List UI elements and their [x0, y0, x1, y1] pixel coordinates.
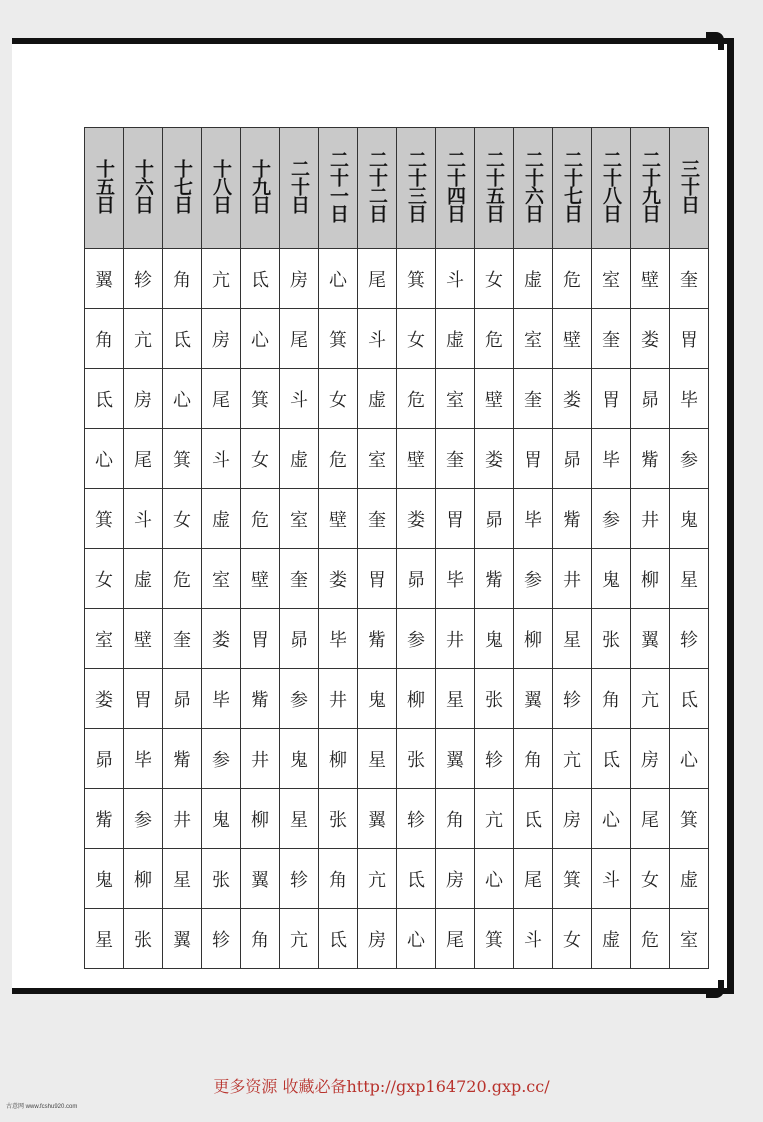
table-cell: 觜 [163, 729, 202, 789]
table-cell: 奎 [163, 609, 202, 669]
table-cell: 昴 [85, 729, 124, 789]
table-cell: 娄 [553, 369, 592, 429]
table-cell: 毕 [436, 549, 475, 609]
table-cell: 翼 [85, 249, 124, 309]
table-cell: 毕 [319, 609, 358, 669]
table-cell: 女 [631, 849, 670, 909]
table-cell: 壁 [397, 429, 436, 489]
column-header [397, 128, 436, 249]
column-header-label: 二十三日 [405, 150, 427, 222]
table-cell: 张 [592, 609, 631, 669]
table-row [85, 609, 709, 669]
table-cell: 虚 [202, 489, 241, 549]
table-cell: 虚 [358, 369, 397, 429]
table-cell: 昴 [397, 549, 436, 609]
column-header [163, 128, 202, 249]
column-header-label: 二十九日 [639, 150, 661, 222]
table-cell: 室 [202, 549, 241, 609]
table-cell: 娄 [397, 489, 436, 549]
table-cell: 危 [163, 549, 202, 609]
table-cell: 毕 [670, 369, 709, 429]
table-cell: 角 [319, 849, 358, 909]
table-cell: 氐 [514, 789, 553, 849]
table-cell: 昴 [475, 489, 514, 549]
table-cell: 柳 [241, 789, 280, 849]
table-cell: 氐 [670, 669, 709, 729]
table-cell: 房 [124, 369, 163, 429]
table-cell: 角 [592, 669, 631, 729]
header-row [85, 128, 709, 249]
table-cell: 柳 [319, 729, 358, 789]
table-cell: 柳 [631, 549, 670, 609]
table-cell: 心 [163, 369, 202, 429]
table-cell: 角 [85, 309, 124, 369]
table-cell: 危 [397, 369, 436, 429]
frame-corner-bottom [706, 980, 724, 998]
table-cell: 氐 [241, 249, 280, 309]
column-header-label: 十九日 [249, 159, 271, 213]
table-cell: 觜 [553, 489, 592, 549]
table-cell: 尾 [358, 249, 397, 309]
table-cell: 鬼 [475, 609, 514, 669]
column-header-label: 十六日 [132, 159, 154, 213]
table-cell: 亢 [631, 669, 670, 729]
table-cell: 尾 [124, 429, 163, 489]
table-cell: 张 [319, 789, 358, 849]
table-cell: 尾 [514, 849, 553, 909]
table-cell: 女 [475, 249, 514, 309]
column-header-label: 二十四日 [444, 150, 466, 222]
column-header-label: 二十日 [288, 159, 310, 213]
table-cell: 危 [241, 489, 280, 549]
column-header [514, 128, 553, 249]
table-cell: 壁 [241, 549, 280, 609]
table-row [85, 789, 709, 849]
table-cell: 虚 [280, 429, 319, 489]
table-cell: 壁 [553, 309, 592, 369]
table-cell: 柳 [124, 849, 163, 909]
table-cell: 亢 [124, 309, 163, 369]
table-cell: 危 [475, 309, 514, 369]
table-cell: 张 [202, 849, 241, 909]
table-cell: 娄 [319, 549, 358, 609]
table-cell: 女 [85, 549, 124, 609]
column-header-label: 十五日 [93, 159, 115, 213]
table-cell: 室 [670, 909, 709, 969]
column-header [475, 128, 514, 249]
table-cell: 角 [163, 249, 202, 309]
table-cell: 胃 [358, 549, 397, 609]
column-header [280, 128, 319, 249]
table-cell: 参 [124, 789, 163, 849]
table-cell: 翼 [163, 909, 202, 969]
table-cell: 娄 [202, 609, 241, 669]
table-cell: 胃 [670, 309, 709, 369]
table-cell: 壁 [319, 489, 358, 549]
table-cell: 轸 [553, 669, 592, 729]
table-cell: 觜 [358, 609, 397, 669]
table-cell: 尾 [436, 909, 475, 969]
table-cell: 室 [358, 429, 397, 489]
table-cell: 心 [475, 849, 514, 909]
table-cell: 井 [631, 489, 670, 549]
table-cell: 亢 [475, 789, 514, 849]
table-cell: 虚 [514, 249, 553, 309]
table-cell: 室 [280, 489, 319, 549]
table-cell: 氐 [163, 309, 202, 369]
table-cell: 昴 [631, 369, 670, 429]
column-header-label: 十七日 [171, 159, 193, 213]
table-row [85, 489, 709, 549]
table-cell: 鬼 [592, 549, 631, 609]
column-header [592, 128, 631, 249]
table-cell: 胃 [241, 609, 280, 669]
table-cell: 女 [319, 369, 358, 429]
table-cell: 壁 [124, 609, 163, 669]
table-cell: 危 [319, 429, 358, 489]
table-cell: 房 [358, 909, 397, 969]
table-cell: 箕 [241, 369, 280, 429]
column-header-label: 二十八日 [600, 150, 622, 222]
table-cell: 胃 [436, 489, 475, 549]
table-cell: 房 [631, 729, 670, 789]
table-cell: 翼 [514, 669, 553, 729]
table-row [85, 729, 709, 789]
table-row [85, 369, 709, 429]
table-cell: 鬼 [85, 849, 124, 909]
table-row [85, 549, 709, 609]
table-cell: 氐 [85, 369, 124, 429]
table-cell: 翼 [241, 849, 280, 909]
table-cell: 房 [553, 789, 592, 849]
table-cell: 鬼 [202, 789, 241, 849]
table-cell: 毕 [124, 729, 163, 789]
table-cell: 心 [241, 309, 280, 369]
table-cell: 箕 [85, 489, 124, 549]
table-cell: 室 [436, 369, 475, 429]
column-header-label: 二十七日 [561, 150, 583, 222]
table-cell: 翼 [436, 729, 475, 789]
table-cell: 胃 [124, 669, 163, 729]
table-cell: 斗 [592, 849, 631, 909]
table-cell: 尾 [280, 309, 319, 369]
table-cell: 奎 [436, 429, 475, 489]
table-cell: 星 [358, 729, 397, 789]
column-header [358, 128, 397, 249]
table-cell: 斗 [280, 369, 319, 429]
column-header-label: 二十六日 [522, 150, 544, 222]
table-cell: 室 [514, 309, 553, 369]
table-cell: 壁 [631, 249, 670, 309]
table-cell: 娄 [631, 309, 670, 369]
table-cell: 毕 [592, 429, 631, 489]
table-cell: 氐 [397, 849, 436, 909]
column-header [85, 128, 124, 249]
table-cell: 箕 [670, 789, 709, 849]
table-cell: 井 [163, 789, 202, 849]
table-cell: 参 [514, 549, 553, 609]
table-cell: 胃 [514, 429, 553, 489]
column-header-label: 二十一日 [327, 150, 349, 222]
table-cell: 角 [436, 789, 475, 849]
column-header [241, 128, 280, 249]
table-cell: 心 [319, 249, 358, 309]
table-cell: 女 [397, 309, 436, 369]
table-cell: 星 [553, 609, 592, 669]
table-cell: 亢 [280, 909, 319, 969]
table-cell: 井 [319, 669, 358, 729]
table-row [85, 669, 709, 729]
table-cell: 鬼 [280, 729, 319, 789]
table-cell: 亢 [202, 249, 241, 309]
column-header-label: 二十二日 [366, 150, 388, 222]
table-cell: 尾 [202, 369, 241, 429]
table-cell: 氐 [592, 729, 631, 789]
table-cell: 星 [280, 789, 319, 849]
table-cell: 星 [670, 549, 709, 609]
lunar-mansion-table [84, 127, 709, 969]
column-header [553, 128, 592, 249]
column-header-label: 三十日 [678, 159, 700, 213]
table-cell: 房 [436, 849, 475, 909]
table-cell: 心 [85, 429, 124, 489]
table-cell: 轸 [397, 789, 436, 849]
table-cell: 斗 [202, 429, 241, 489]
table-cell: 张 [397, 729, 436, 789]
table-cell: 鬼 [358, 669, 397, 729]
table-cell: 斗 [514, 909, 553, 969]
table-cell: 参 [397, 609, 436, 669]
table-cell: 女 [241, 429, 280, 489]
table-cell: 亢 [553, 729, 592, 789]
table-row [85, 429, 709, 489]
table-cell: 翼 [631, 609, 670, 669]
table-cell: 奎 [670, 249, 709, 309]
column-header-label: 二十五日 [483, 150, 505, 222]
table-cell: 觜 [475, 549, 514, 609]
table-cell: 室 [85, 609, 124, 669]
table-cell: 昴 [163, 669, 202, 729]
table-cell: 娄 [85, 669, 124, 729]
table-cell: 轸 [280, 849, 319, 909]
table-cell: 斗 [358, 309, 397, 369]
table-cell: 张 [124, 909, 163, 969]
table-cell: 角 [514, 729, 553, 789]
table-cell: 柳 [514, 609, 553, 669]
table-cell: 危 [553, 249, 592, 309]
table-cell: 井 [553, 549, 592, 609]
table-cell: 奎 [358, 489, 397, 549]
table-cell: 觜 [241, 669, 280, 729]
table-cell: 室 [592, 249, 631, 309]
table-cell: 壁 [475, 369, 514, 429]
table-cell: 心 [592, 789, 631, 849]
table-cell: 奎 [514, 369, 553, 429]
column-header [670, 128, 709, 249]
table-cell: 轸 [670, 609, 709, 669]
table-cell: 觜 [85, 789, 124, 849]
table-cell: 斗 [436, 249, 475, 309]
column-header-label: 十八日 [210, 159, 232, 213]
table-cell: 觜 [631, 429, 670, 489]
table-cell: 星 [85, 909, 124, 969]
column-header [319, 128, 358, 249]
table-cell: 轸 [124, 249, 163, 309]
table-cell: 胃 [592, 369, 631, 429]
column-header [202, 128, 241, 249]
table-cell: 参 [280, 669, 319, 729]
table-cell: 昴 [280, 609, 319, 669]
table-cell: 轸 [202, 909, 241, 969]
table-cell: 箕 [397, 249, 436, 309]
table-cell: 张 [475, 669, 514, 729]
table-row [85, 909, 709, 969]
table-cell: 奎 [592, 309, 631, 369]
table-cell: 星 [436, 669, 475, 729]
footer-resource-link[interactable]: 更多资源 收藏必备http://gxp164720.gxp.cc/ [213, 1077, 550, 1096]
table-cell: 星 [163, 849, 202, 909]
table-cell: 井 [436, 609, 475, 669]
frame-corner-top [706, 32, 724, 50]
table-cell: 虚 [124, 549, 163, 609]
table-cell: 亢 [358, 849, 397, 909]
table-cell: 井 [241, 729, 280, 789]
table-cell: 房 [202, 309, 241, 369]
table-cell: 心 [397, 909, 436, 969]
site-watermark: 古意网 www.fcshu920.com [6, 1104, 78, 1110]
table-cell: 参 [592, 489, 631, 549]
table-row [85, 249, 709, 309]
table-cell: 心 [670, 729, 709, 789]
table-cell: 柳 [397, 669, 436, 729]
table-cell: 娄 [475, 429, 514, 489]
table-cell: 鬼 [670, 489, 709, 549]
table-cell: 尾 [631, 789, 670, 849]
table-cell: 翼 [358, 789, 397, 849]
table-cell: 女 [553, 909, 592, 969]
table-cell: 箕 [163, 429, 202, 489]
table-cell: 箕 [475, 909, 514, 969]
table-cell: 虚 [670, 849, 709, 909]
table-cell: 虚 [436, 309, 475, 369]
table-cell: 参 [202, 729, 241, 789]
table-cell: 箕 [553, 849, 592, 909]
table-row [85, 849, 709, 909]
table-cell: 轸 [475, 729, 514, 789]
table-row [85, 309, 709, 369]
table-cell: 虚 [592, 909, 631, 969]
table-cell: 女 [163, 489, 202, 549]
column-header [124, 128, 163, 249]
table-cell: 房 [280, 249, 319, 309]
table-cell: 毕 [514, 489, 553, 549]
table-cell: 箕 [319, 309, 358, 369]
column-header [436, 128, 475, 249]
table-body [85, 249, 709, 969]
column-header [631, 128, 670, 249]
table-cell: 参 [670, 429, 709, 489]
table-cell: 危 [631, 909, 670, 969]
table-cell: 奎 [280, 549, 319, 609]
table-cell: 氐 [319, 909, 358, 969]
table-cell: 毕 [202, 669, 241, 729]
table-cell: 昴 [553, 429, 592, 489]
table-cell: 斗 [124, 489, 163, 549]
table-cell: 角 [241, 909, 280, 969]
